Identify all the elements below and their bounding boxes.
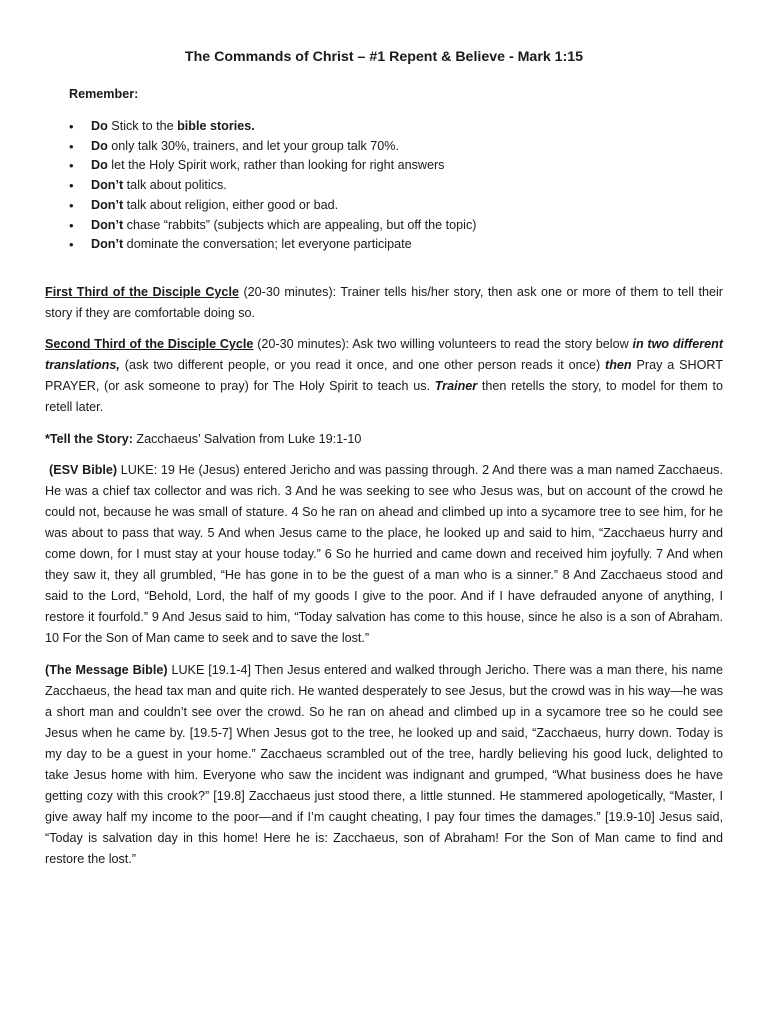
list-item: • Don’t talk about politics. xyxy=(69,176,723,196)
list-item: • Don’t talk about religion, either good or bad. xyxy=(69,196,723,216)
tell-story-line: *Tell the Story: Zacchaeus’ Salvation from Luke 19:1-10 xyxy=(45,431,362,446)
remember-label: Remember: xyxy=(69,87,139,101)
list-item: • Do let the Holy Spirit work, rather than looking for right answers xyxy=(69,156,723,176)
message-label: (The Message Bible) xyxy=(45,662,168,677)
first-third-paragraph: First Third of the Disciple Cycle (20-30 minutes): Trainer tells his/her story, then ask one or more of them to tell their story if they are comfortable doing so. xyxy=(45,284,723,320)
rules-list xyxy=(45,117,723,255)
tell-story-label: *Tell the Story: xyxy=(45,431,133,446)
list-item: • Don’t chase “rabbits” (subjects which are appealing, but off the topic) xyxy=(69,216,723,236)
second-third-paragraph: Second Third of the Disciple Cycle (20-30 minutes): Ask two willing volunteers to read the story below in two different translations, (ask two different people, or you read it once, and one other person reads it once) then Pray a SHORT PRAYER, (or ask someone to pray) for The Holy Spirit to teach us. Trainer then retells the story, to model for them to retell later. xyxy=(45,337,724,415)
page-title: The Commands of Christ – #1 Repent & Believe - Mark 1:15 xyxy=(184,49,584,65)
list-item: • Don’t dominate the conversation; let everyone participate xyxy=(69,235,723,255)
first-third-heading: First Third of the Disciple Cycle xyxy=(45,284,239,299)
message-passage: (The Message Bible) LUKE [19.1-4] Then Jesus entered and walked through Jericho. There was a man there, his name Zacchaeus, the head tax man and quite rich. He wanted desperately to see Jesus, but the crowd was in his way—he was a short man and couldn’t see over the crowd. So he ran on ahead and climbed up in a sycamore tree so he could see Jesus when he came by. [19.5-7] When Jesus got to the tree, he looked up and said, “Zacchaeus, hurry down. Today is my day to be a guest in your home.” Zacchaeus scrambled out of the tree, hardly believing his good luck, delighted to take Jesus home with him. Everyone who saw the incident was indignant and grumped, “What business does he have getting cozy with this crook?” [19.8] Zacchaeus just stood there, a little stunned. He stammered apologetically, “Master, I give away half my income to the poor—and if I’m caught cheating, I pay four times the damages.” [19.9-10] Jesus said, “Today is salvation day in this home! Here he is: Zacchaeus, son of Abraham! For the Son of Man came to find and restore the lost.” xyxy=(45,662,723,866)
esv-passage: (ESV Bible) LUKE: 19 He (Jesus) entered Jericho and was passing through. 2 And there was a man named Zacchaeus. He was a chief tax collector and was rich. 3 And he was seeking to see who Jesus was, but on account of the crowd he could not, because he was small of stature. 4 So he ran on ahead and climbed up into a sycamore tree to see him, for he was about to pass that way. 5 And when Jesus came to the place, he looked up and said to him, “Zacchaeus hurry and come down, for I must stay at your house today.” 6 So he hurried and came down and received him joyfully. 7 And when they saw it, they all grumbled, “He has gone in to be the guest of a man who is a sinner.” 8 And Zacchaeus stood and said to the Lord, “Behold, Lord, the half of my goods I give to the poor. And if I have defrauded anyone of anything, I restore it fourfold.” 9 And Jesus said to him, “Today salvation has come to this house, since he also is a son of Abraham. 10 For the Son of Man came to seek and to save the lost.” xyxy=(45,463,723,646)
second-third-heading: Second Third of the Disciple Cycle xyxy=(45,337,254,352)
list-item: • Do only talk 30%, trainers, and let your group talk 70%. xyxy=(69,137,723,157)
list-item: • Do Stick to the bible stories. xyxy=(69,117,723,137)
esv-label: (ESV Bible) xyxy=(49,463,118,478)
